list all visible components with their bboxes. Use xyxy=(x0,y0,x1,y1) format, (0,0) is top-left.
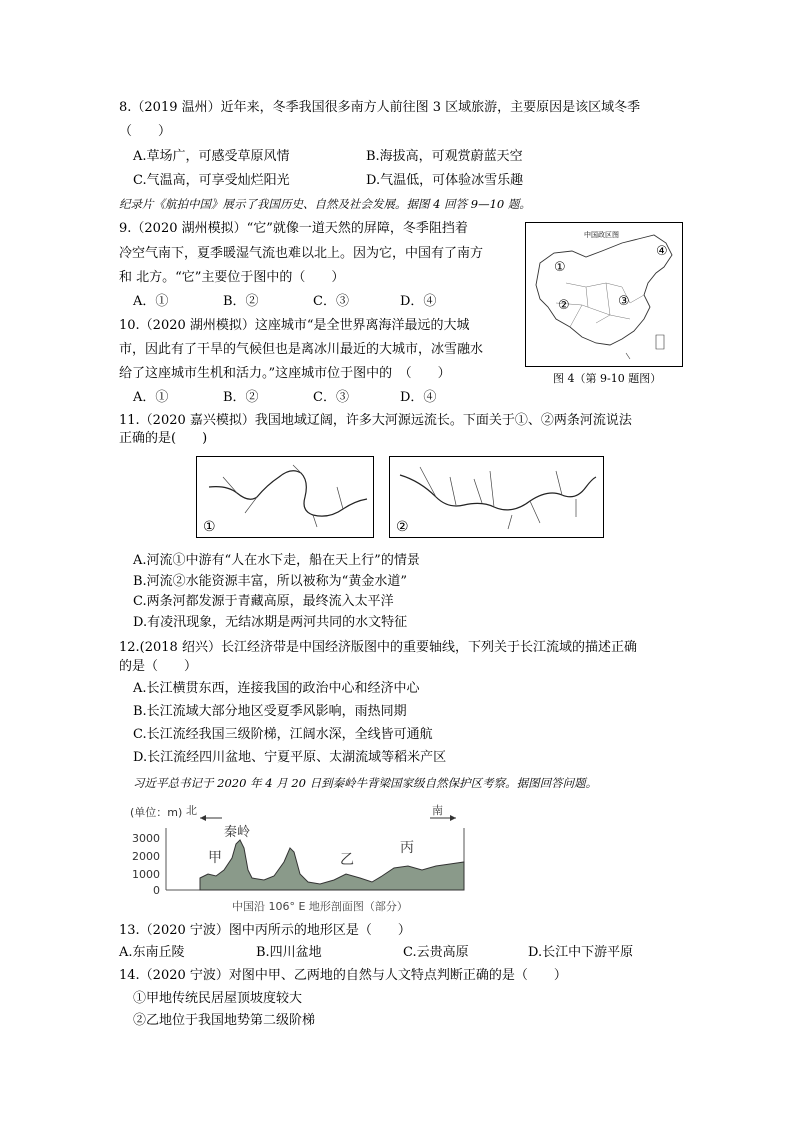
q10-option-c: C．③ xyxy=(313,390,349,405)
profile-south: 南 xyxy=(432,804,443,817)
map-label-4: ④ xyxy=(656,244,668,259)
river2-svg xyxy=(390,457,603,537)
q10-option-a: A．① xyxy=(133,390,169,405)
q10-line1: 10.（2020 湖州模拟）这座城市“是全世界离海洋最远的大城 xyxy=(119,318,470,333)
q11-option-a: A.河流①中游有“人在水下走，船在天上行”的情景 xyxy=(133,553,420,568)
ytick-3000: 3000 xyxy=(132,832,160,845)
q12-line2: 的是（ ） xyxy=(119,659,198,674)
q10-option-b: B．② xyxy=(223,390,259,405)
q14-item-2: ②乙地位于我国地势第二级阶梯 xyxy=(133,1013,316,1028)
q10-option-d: D．④ xyxy=(400,390,437,405)
q12-option-a: A.长江横贯东西，连接我国的政治中心和经济中心 xyxy=(133,681,420,696)
q9-line2: 冷空气南下，夏季暖湿气流也难以北上。因为它，中国有了南方 xyxy=(119,246,484,261)
q13-option-a: A.东南丘陵 xyxy=(119,945,185,960)
river2-label: ② xyxy=(396,519,409,535)
river2-figure xyxy=(389,456,604,538)
map-label-2: ② xyxy=(558,298,570,313)
label-jia: 甲 xyxy=(208,850,222,866)
q13-option-d: D.长江中下游平原 xyxy=(528,945,634,960)
q11-line1: 11.（2020 嘉兴模拟）我国地域辽阔，许多大河源远流长。下面关于①、②两条河流说法 xyxy=(119,413,632,428)
q11-option-b: B.河流②水能资源丰富，所以被称为“黄金水道” xyxy=(133,574,407,589)
terrain-profile-figure xyxy=(124,800,472,916)
q9-line1: 9.（2020 湖州模拟）“它”就像一道天然的屏障，冬季阻挡着 xyxy=(119,221,468,236)
q11-option-c: C.两条河都发源于青藏高原，最终流入太平洋 xyxy=(133,594,394,609)
profile-north: 北 xyxy=(186,804,197,817)
q8-option-c: C.气温高，可享受灿烂阳光 xyxy=(133,173,290,188)
q12-line1: 12.(2018 绍兴）长江经济带是中国经济版图中的重要轴线，下列关于长江流域的描述正确 xyxy=(119,640,637,655)
map-label-3: ③ xyxy=(618,294,630,309)
q9-option-b: B．② xyxy=(223,294,259,309)
map-caption: 图 4（第 9-10 题图） xyxy=(553,372,662,385)
q13-stem: 13.（2020 宁波）图中丙所示的地形区是（ ） xyxy=(119,923,411,938)
label-qinling: 秦岭 xyxy=(224,825,251,840)
q8-stem: 8.（2019 温州）近年来，冬季我国很多南方人前往图 3 区域旅游，主要原因是该区域冬季 xyxy=(119,100,641,115)
q10-line2: 市，因此有了干旱的气候但也是离冰川最近的大城市，冰雪融水 xyxy=(119,342,484,357)
label-bing: 丙 xyxy=(400,840,414,856)
terrain-profile-shape xyxy=(200,840,464,890)
q8-option-a: A.草场广，可感受草原风情 xyxy=(133,149,290,164)
profile-caption: 中国沿 106° E 地形剖面图（部分） xyxy=(232,900,408,913)
q8-option-b: B.海拔高，可观赏蔚蓝天空 xyxy=(366,149,523,164)
q13-option-b: B.四川盆地 xyxy=(256,945,322,960)
label-yi: 乙 xyxy=(340,852,354,868)
map-label-1: ① xyxy=(554,260,566,275)
ytick-0: 0 xyxy=(153,884,160,897)
intro-qinling: 习近平总书记于 2020 年 4 月 20 日到秦岭牛背梁国家级自然保护区考察。据图回答问题。 xyxy=(133,776,598,790)
river1-figure xyxy=(196,456,374,538)
intro-documentary: 纪录片《航拍中国》展示了我国历史、自然及社会发展。据图 4 回答 9—10 题。 xyxy=(119,197,531,211)
q14-stem: 14.（2020 宁波）对图中甲、乙两地的自然与人文特点判断正确的是（ ） xyxy=(119,968,567,983)
q13-option-c: C.云贵高原 xyxy=(403,945,469,960)
q11-option-d: D.有凌汛现象，无结冰期是两河共同的水文特征 xyxy=(133,615,408,630)
q9-option-a: A．① xyxy=(133,294,169,309)
china-map-svg xyxy=(526,223,682,366)
q12-option-d: D.长江流经四川盆地、宁夏平原、太湖流域等稻米产区 xyxy=(133,750,447,765)
q11-line2: 正确的是( ) xyxy=(119,431,208,446)
q8-blank: （ ） xyxy=(119,124,172,139)
profile-unit: (单位：m) xyxy=(130,806,183,819)
river1-svg xyxy=(197,457,373,537)
q14-item-1: ①甲地传统民居屋顶坡度较大 xyxy=(133,991,303,1006)
map-title: 中国政区图 xyxy=(584,231,619,239)
q9-option-d: D．④ xyxy=(400,294,437,309)
terrain-profile-svg xyxy=(124,800,472,916)
river1-label: ① xyxy=(203,519,216,535)
q9-line3: 和 北方。“它”主要位于图中的（ ） xyxy=(119,270,345,285)
q10-line3: 给了这座城市生机和活力。”这座城市位于图中的 （ ） xyxy=(119,366,451,381)
china-map-figure xyxy=(525,222,683,367)
q9-option-c: C．③ xyxy=(313,294,349,309)
ytick-1000: 1000 xyxy=(132,868,160,881)
q12-option-b: B.长江流域大部分地区受夏季风影响，雨热同期 xyxy=(133,704,407,719)
ytick-2000: 2000 xyxy=(132,850,160,863)
q8-option-d: D.气温低，可体验冰雪乐趣 xyxy=(366,173,524,188)
q12-option-c: C.长江流经我国三级阶梯，江阔水深，全线皆可通航 xyxy=(133,727,433,742)
